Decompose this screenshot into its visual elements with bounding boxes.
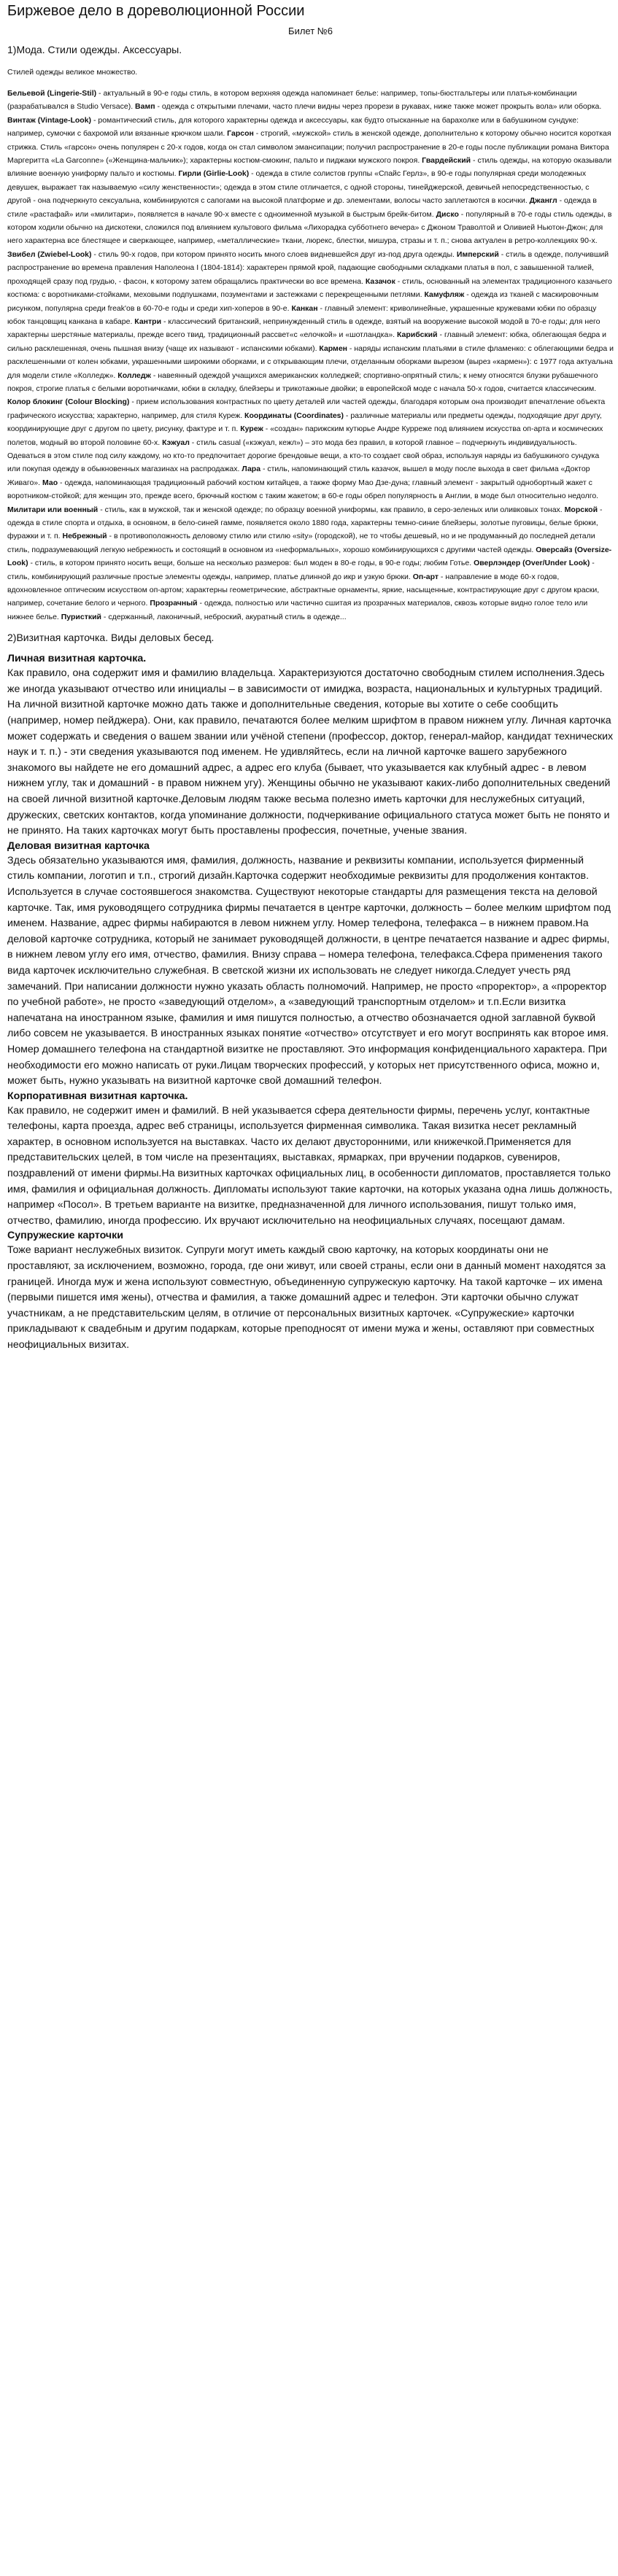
style-term: Оверсайз (Oversize-Look) xyxy=(7,545,612,568)
personal-card-heading: Личная визитная карточка. xyxy=(7,653,147,665)
section-2-heading: 2)Визитная карточка. Виды деловых бесед. xyxy=(7,632,215,644)
style-description: - одежда в стиле спорта и отдыха, в основном, в бело-синей гамме, появляется около 1880 года, характерны темно-синие блейзеры, золотые пуговицы, белые брюки, фуражки и т. п. xyxy=(7,505,603,541)
corporate-card-paragraph: Как правило, не содержит имен и фамилий. В ней указывается сфера деятельности фирмы, перечень услуг, контактные телефоны, карта проезда, адрес веб страницы, используется фирменная символика. Такая визитка несет рекламный характер, в основном используется на выставках. Часто их делают двусторонними, или книжечкой.Применяется для представительских целей, в том числе на презентациях, выставках, ярмарках, при вручении подарков, сувениров, поздравлений от имени фирмы.На визитных карточках официальных лиц, в особенности дипломатов, проставляется только имя, фамилия и официальная должность. Дипломаты используют такие карточки, на которых указана одна лишь должность, например «Посол». В третьем варианте на визитке, предназначенной для личного использования, пишут только имя, отчество, фамилию, иногда профессию. Их вручают исключительно на неофициальных случаях, посещают дамам. xyxy=(7,1104,613,1227)
section-1-note: Стилей одежды великое множество. xyxy=(7,68,138,77)
personal-card-paragraph: Как правило, она содержит имя и фамилию владельца. Характеризуются достаточно свободным стилем исполнения.Здесь же иногда указывают отчество или инициалы – в зависимости от имиджа, возраста, национальных и культурных традиций. На личной визитной карточке можно дать также и дополнительные сведения, которые вы хотите о себе сообщить (например, номер пейджера). Они, как правило, печатаются более мелким шрифтом в правом нижнем углу. Личная карточка может содержать и сведения о вашем звании или учёной степени (профессор, доктор, генерал-майор, кандидат технических наук и т. п.) - эти сведения указываются под именем. Не удивляйтесь, если на личной карточке вашего зарубежного знакомого вы найдете не его домашний адрес, а адрес его клуба (бывает, что указывается как клубный адрес - в левом нижнем углу, так и домашний - в правом нижнем угу). Женщины обычно не указывают каких-либо дополнительных сведений на своей личной визитной карточке.Деловым людям также весьма полезно иметь карточки для неслужебных ситуаций, дружеских, светских контактов, когда упоминание должности, подчеркивание официального статуса может быть не понято и не принято. На таких карточках могут быть проставлены профессия, почетные, ученые звания. xyxy=(7,667,614,837)
style-term: Кантри xyxy=(134,317,162,326)
style-description: - сдержанный, лаконичный, неброский, акуратный стиль в одежде... xyxy=(101,612,347,621)
style-term: Колледж xyxy=(117,371,151,380)
style-description: - стиль, комбинирующий различные простые элементы одежды, например, платье длинной до икр и узкую брюки. xyxy=(7,559,595,581)
style-description: - направление в моде 60-х годов, вдохновленное оптическим искусством оп-артом; характерны геометрические, абстрактные орнаменты, яркие, насыщенные, контрастирующие друг с другом краски, например, сочетание белого и черного. xyxy=(7,572,600,608)
style-description: - одежда, напоминающая традиционный рабочий костюм китайцев, а также форму Мао Дзе-дуна; главный элемент - закрытый однобортный жакет с воротником-стойкой; для женщин это, прежде всего, брючный костюм с таким жакетом; в 60-е годы обрел популярность в Англии, в моде был относительно недолго. xyxy=(7,478,599,501)
business-card-paragraph: Здесь обязательно указываются имя, фамилия, должность, название и реквизиты компании, используется фирменный стиль компании, логотип и т.п., строгий дизайн.Карточка содержит необходимые реквизиты для продолжения контактов. Используется в случае состоявшегося знакомства. Существуют некоторые стандарты для размещения текста на деловой карточке. Так, имя руководящего сотрудника фирмы печатается в центре карточки, должность – более мелким шрифтом под именем. Название, адрес фирмы набираются в левом нижнем углу. Номер телефона, телефакса – в нижнем правом.На деловой карточке сотрудника, который не занимает руководящей должности, в центре печатается название и адрес фирмы, в нижнем левом углу его имя, отчество, фамилия. Внизу справа – номера телефона, телефакса.Сфера применения такого вида карточек исключительно служебная. В светской жизни их использовать не следует никогда.Следует учесть ряд замечаний. При написании должности нужно указать область полномочий. Например, не просто «проректор», а «проректор по учебной работе», не просто «заведующий отделом», а «заведующий транспортным отделом» и т.п.Если визитка напечатана на иностранном языке, фамилия и имя пишутся полностью, а отчество обозначается одной заглавной буквой либо совсем не указывается. В иностранных языках понятие «отчество» отсутствует и его могут воспринять как второе имя. Номер домашнего телефона на стандартной визитке не проставляют. Это информация конфиденциального характера. При необходимости его можно написать от руки.Лицам творческих профессий, у которых нет присутственного офиса, можно и, может быть, нужно указывать на визитной карточке свой домашний телефон. xyxy=(7,854,611,1087)
style-term: Небрежный xyxy=(62,532,107,541)
spousal-card-paragraph: Тоже вариант неслужебных визиток. Супруги могут иметь каждый свою карточку, на которых координаты они не проставляют, за исключением, возможно, города, где они живут, или своей страны, если они в данный момент находятся за границей. Иногда муж и жена используют совместную, объединенную супружескую карточку. На такой карточке – их имена (первыми пишется имя жены), отчества и фамилия, а также домашний адрес и телефон. Эти карточки обычно служат участникам, а не представительским целям, в отличие от персональных визитных карточек. «Супружеские» карточки прикладывают к свадебным и другим подаркам, которые преподносят от имени мужа и жены, оставляют при совместных неофициальных визитах. xyxy=(7,1244,606,1351)
spousal-card-heading: Супружеские карточки xyxy=(7,1230,123,1242)
style-description: - стиль, в котором принято носить вещи, больше на несколько размеров: был моден в 80-е годы, в 90-е годы; любим Готье. xyxy=(28,559,474,568)
style-description: - в противоположность деловому стилю или стилю «sity» (городской), не то чтобы дешевый, но и не продуманный до последней детали стиль, подразумевающий легкую небрежность и состоящий в основном из «неформальных», хорошо комбинирующихся с другими частей одежды. xyxy=(7,532,595,554)
style-term: Лара xyxy=(242,465,261,474)
style-description: - наряды испанским платьями в стиле фламенко: с облегающими бедра и расклешенными от колен юбками, украшенными широкими оборками, и с открывающим плечи, отделанным оборками вырезом (вырез «кармен»): с 1977 года актуальна для модели стиле «Колледж». xyxy=(7,344,614,380)
corporate-card-heading: Корпоративная визитная карточка. xyxy=(7,1090,188,1102)
style-term: Кэжуал xyxy=(162,438,190,447)
style-term: Гарсон xyxy=(227,129,254,139)
section-1-heading: 1)Мода. Стили одежды. Аксессуары. xyxy=(7,44,182,55)
style-term: Имперский xyxy=(456,249,499,259)
style-term: Камуфляж xyxy=(424,290,465,300)
style-term: Прозрачный xyxy=(150,599,198,608)
style-term: Кармен xyxy=(319,344,348,353)
style-description: - романтический стиль, для которого характерны одежда и аксессуары, как будто отысканные на барахолке или в бабушкином сундуке: например, сумочки с бахромой или вязанные крючком шали. xyxy=(7,115,579,139)
style-term: Гвардейский xyxy=(422,156,471,166)
styles-paragraph xyxy=(7,87,614,624)
style-description: - стиль, напоминающий стиль казачок, вышел в моду после выхода в свет фильма «Доктор Живаго». xyxy=(7,465,590,487)
style-description: - строгий, «мужской» стиль в женской одежде, дополнительно к которому обычно носится короткая стрижка. Стиль «гарсон» очень популярен с 20-х годов, когда он стал символом эмансипации; получил распространение в 20-е годы после публикации романа Виктора Маргеритта «La Garconne» («Женщина-мальчик»); характерны костюм-смокинг, пальто и пиджаки мужского покроя. xyxy=(7,129,611,166)
style-term: Мао xyxy=(42,478,58,487)
style-term: Милитари или военный xyxy=(7,505,99,514)
style-term: Бельевой (Lingerie-Stil) xyxy=(7,89,97,98)
style-term: Куреж xyxy=(240,424,263,434)
style-term: Морской xyxy=(564,505,598,514)
style-term: Карибский xyxy=(397,330,438,340)
style-description: - «создан» парижским кутюрье Андре Курреже под влиянием искусства оп-арта и космических полетов, модный во второй половине 60-х. xyxy=(7,424,603,447)
style-term: Джангл xyxy=(529,196,557,206)
document-page xyxy=(0,1,618,1354)
style-description: - стиль одежды, на которую оказывали влияние военную униформу пальто и костюмы. xyxy=(7,156,612,179)
style-description: - стиль casual («кэжуал, кежл») – это мода без правил, в которой главное – подчеркнуть индивидуальность. Одеваться в этом стиле под силу каждому, но кто-то предпочитает дорогие брендовые вещи, а кто-то создает свой образ, используя наряды из бабушкиного сундука или покупая одежду в обыкновенных магазинах на распродажах. xyxy=(7,438,600,474)
style-description: - одежда с открытыми плечами, часто плечи видны через прорези в рукавах, ниже также может прокрыть вола» или оборка. xyxy=(155,102,602,112)
ticket-number: Билет №6 xyxy=(288,26,333,36)
style-description: - стиль, основанный на элементах традиционного казачьего костюма: с воротниками-стойками, меховыми подпушками, позументами и застежками с перекрещенными петлями. xyxy=(7,276,612,300)
style-description: - актуальный в 90-е годы стиль, в котором верхняя одежда напоминает белье: например, топы-бюстгальтеры или платья-комбинации (разрабатывался в Studio Versace). xyxy=(7,89,577,112)
style-description: - главный элемент: криволинейные, украшенные кружевами юбки по образцу юбок танцовщиц канкана в кабаре. xyxy=(7,303,597,326)
style-description: - главный элемент: юбка, облегающая бедра и сильно расклешенная, очень пышная внизу (чаще их называют - испанскими юбками). xyxy=(7,330,607,353)
style-description: - навеянный одеждой учащихся американских колледжей; спортивно-опрятный стиль; к нему относятся блузки рубашечного покроя, строгие платья с белыми воротничками, юбки в складку, блейзеры и трикотажные двойки; в европейской моде с начала 50-х годов, считается классическим. xyxy=(7,371,598,393)
style-term: Вамп xyxy=(135,102,155,112)
style-description: - одежда из тканей с маскировочным рисунком, популярна среди freak'ов в 60-70-е годы и среди хип-хоперов в 90-е. xyxy=(7,290,599,313)
style-term: Оверлэндер (Over/Under Look) xyxy=(474,559,590,568)
style-description: - стиль, как в мужской, так и женской одежде; по образцу военной униформы, как правило, в серо-зеленых или оливковых тонах. xyxy=(98,505,565,514)
style-term: Колор блокинг (Colour Blocking) xyxy=(7,397,130,407)
style-description: - стиль 90-х годов, при котором принято носить много слоев видневшейся друг из-под друга одежды. xyxy=(91,249,457,259)
style-description: - различные материалы или предметы одежды, подходящие друг другу, координирующие друг с другом по цвету, рисунку, фактуре и т. п. xyxy=(7,411,602,434)
style-term: Пуристкий xyxy=(61,612,102,621)
style-term: Гирли (Girlie-Look) xyxy=(178,169,250,179)
style-description: - одежда, полностью или частично сшитая из прозрачных материалов, сквозь которые видно голое тело или нижнее белье. xyxy=(7,599,588,621)
style-term: Винтаж (Vintage-Look) xyxy=(7,115,92,125)
style-description: - одежда в стиле «растафай» или «милитари», появляется в начале 90-х вместе с одноименной музыкой в быстрым брейк-битом. xyxy=(7,196,597,219)
style-description: - прием использования контрастных по цвету деталей или частей одежды, благодаря которым она производит впечатление объекта графического искусства; характерно, например, для стиля Куреж. xyxy=(7,397,606,420)
style-term: Казачок xyxy=(365,276,395,286)
style-term: Оп-арт xyxy=(412,572,439,581)
style-term: Координаты (Coordinates) xyxy=(244,411,344,420)
style-term: Диско xyxy=(436,209,459,219)
style-description: - популярный в 70-е годы стиль одежды, в котором ходили обычно на дискотеки, сложился под влиянием культового фильма «Лихорадка субботнего вечера» с Джоном Траволтой и Оливией Ньютон-Джон; для него характерна все блестящее и сверкающее, например, «металлические» ткани, люрекс, блестки, мишура, стразы и т. п.; снова актуален в ретро-коллекциях 90-х. xyxy=(7,209,612,246)
style-description: - стиль в одежде, получивший распространение во времена правления Наполеона I (1804-1814): характерен прямой крой, падающие свободными складками платья в пол, с завышенной талией, проходящей сразу под грудью, - фасон, к которому затем обращались практически во все времена. xyxy=(7,249,609,286)
style-term: Канкан xyxy=(291,303,318,313)
business-card-heading: Деловая визитная карточка xyxy=(7,839,150,852)
style-description: - классический британский, непринужденный стиль в одежде, взятый на вооружение высокой модой в 70-е годы; для него характерны шерстяные материалы, прежде всего твид, традиционный рассвет«с «елочкой» и «шотландка». xyxy=(7,317,600,340)
style-description: - одежда в стиле солистов группы «Спайс Герлз», в 90-е годы популярная среди молодежных девушек, выражает так называемую «силу женственности»; одежда в этом стиле отличается, с одной стороны, тинейджерской, девичьей непосредственностью, с другой - она подчеркнуто сексуальна, комбинируются с сапогами на высокой платформе и др. элементами, волосы часто заплетаются в косички. xyxy=(7,169,590,206)
page-title: Биржевое дело в дореволюционной России xyxy=(7,3,305,19)
style-term: Звибел (Zwiebel-Look) xyxy=(7,249,92,259)
